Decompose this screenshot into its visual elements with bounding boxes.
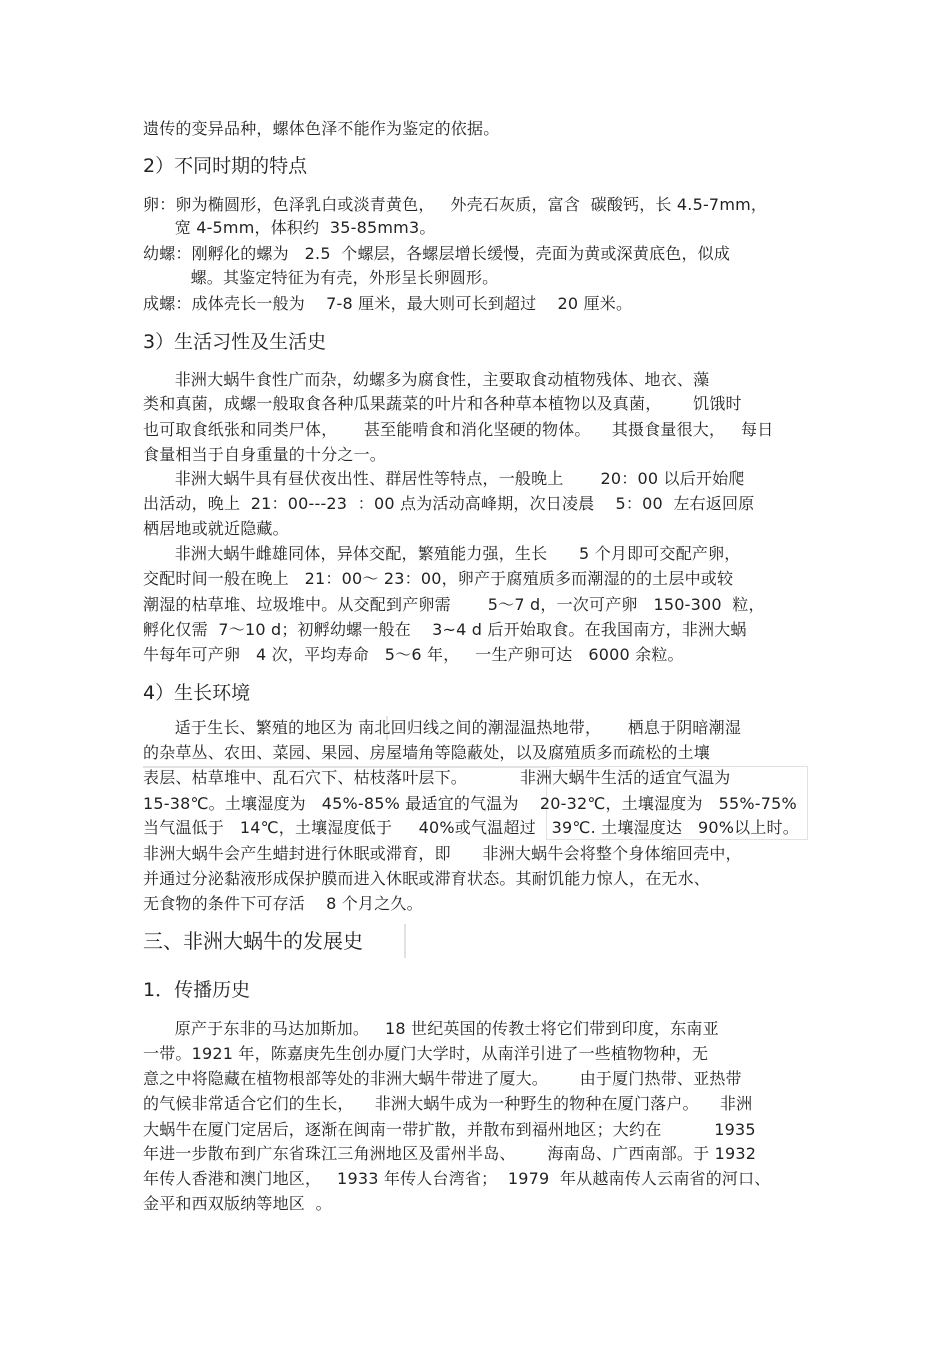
text-line: 原产于东非的马达加斯加。 18 世纪英国的传教士将它们带到印度，东南亚 — [143, 1019, 719, 1038]
text-line: 牛每年可产卵 4 次，平均寿命 5～6 年， 一生产卵可达 6000 余粒。 — [143, 645, 684, 664]
text-line: 一带。1921 年，陈嘉庚先生创办厦门大学时，从南洋引进了一些植物物种，无 — [143, 1044, 709, 1063]
text-line: 非洲大蜗牛会产生蜡封进行休眠或滞育，即 非洲大蜗牛会将整个身体缩回壳中， — [143, 844, 742, 863]
text-line: 宽 4-5mm，体积约 35-85mm3。 — [143, 218, 436, 237]
section-heading-stages: 2）不同时期的特点 — [143, 155, 308, 177]
text-line: 金平和西双版纳等地区 。 — [143, 1194, 332, 1213]
text-line: 交配时间一般在晚上 21：00～ 23：00，卵产于腐殖质多而潮湿的的土层中或较 — [143, 569, 734, 588]
text-line: 食量相当于自身重量的十分之一。 — [143, 445, 387, 464]
section-heading-habits: 3）生活习性及生活史 — [143, 331, 327, 353]
text-line: 年进一步散布到广东省珠江三角洲地区及雷州半岛、 海南岛、广西南部。于 1932 — [143, 1144, 757, 1163]
text-line: 无食物的条件下可存活 8 个月之久。 — [143, 894, 423, 913]
text-line: 非洲大蜗牛雌雄同体，异体交配，繁殖能力强，生长 5 个月即可交配产卵， — [143, 544, 741, 563]
text-line: 15-38℃。土壤湿度为 45%-85% 最适宜的气温为 20-32℃，土壤湿度为 55%-75% — [143, 794, 797, 813]
text-line: 类和真菌，成螺一般取食各种瓜果蔬菜的叶片和各种草本植物以及真菌， 饥饿时 — [143, 394, 742, 413]
text-line: 成螺：成体壳长一般为 7-8 厘米，最大则可长到超过 20 厘米。 — [143, 294, 633, 313]
text-line: 并通过分泌黏液形成保护膜而进入休眠或滞育状态。其耐饥能力惊人，在无水、 — [143, 869, 711, 888]
text-line: 出活动，晚上 21：00---23 ：00 点为活动高峰期，次日凌晨 5：00 左右返回原 — [143, 494, 755, 513]
section-heading-spread: 1．传播历史 — [143, 979, 251, 1001]
text-line: 也可取食纸张和同类尸体， 甚至能啃食和消化坚硬的物体。 其摄食量很大， 每日 — [143, 420, 774, 439]
text-line: 适于生长、繁殖的地区为 南北回归线之间的潮湿温热地带， 栖息于阴暗潮湿 — [143, 718, 742, 737]
text-line: 栖居地或就近隐藏。 — [143, 519, 289, 538]
frame-divider — [404, 924, 406, 958]
chapter-heading-history: 三、非洲大蜗牛的发展史 — [143, 929, 363, 953]
text-line: 幼螺：刚孵化的螺为 2.5 个螺层，各螺层增长缓慢，壳面为黄或深黄底色，似成 — [143, 244, 731, 263]
text-line: 螺。其鉴定特征为有壳，外形呈长卵圆形。 — [143, 268, 499, 287]
text-line: 非洲大蜗牛具有昼伏夜出性、群居性等特点，一般晚上 20：00 以后开始爬 — [143, 469, 745, 488]
section-heading-environment: 4）生长环境 — [143, 682, 251, 704]
text-line: 当气温低于 14℃，土壤湿度低于 40%或气温超过 39℃. 土壤湿度达 90%以上时。 — [143, 818, 799, 837]
text-line: 卵：卵为椭圆形，色泽乳白或淡青黄色， 外壳石灰质，富含 碳酸钙，长 4.5-7mm， — [143, 195, 768, 214]
text-line: 年传人香港和澳门地区， 1933 年传人台湾省； 1979 年从越南传人云南省的河口、 — [143, 1169, 771, 1188]
text-line: 的杂草丛、农田、菜园、果园、房屋墙角等隐蔽处，以及腐殖质多而疏松的土壤 — [143, 743, 711, 762]
text-line: 表层、枯草堆中、乱石穴下、枯枝落叶层下。 非洲大蜗牛生活的适宜气温为 — [143, 768, 731, 787]
text-line: 的气候非常适合它们的生长， 非洲大蜗牛成为一种野生的物种在厦门落户。 非洲 — [143, 1094, 753, 1113]
text-line: 大蜗牛在厦门定居后，逐渐在闽南一带扩散，并散布到福州地区；大约在 1935 — [143, 1120, 756, 1139]
text-line: 意之中将隐藏在植物根部等处的非洲大蜗牛带进了厦大。 由于厦门热带、亚热带 — [143, 1069, 742, 1088]
text-line: 孵化仅需 7～10 d；初孵幼螺一般在 3~4 d 后开始取食。在我国南方，非洲大蜗 — [143, 620, 747, 639]
text-line: 非洲大蜗牛食性广而杂，幼螺多为腐食性，主要取食动植物残体、地衣、藻 — [143, 370, 710, 389]
text-line: 潮湿的枯草堆、垃圾堆中。从交配到产卵需 5～7 d，一次可产卵 150-300 粒， — [143, 595, 765, 614]
intro-text: 遗传的变异品种，螺体色泽不能作为鉴定的依据。 — [143, 119, 500, 138]
